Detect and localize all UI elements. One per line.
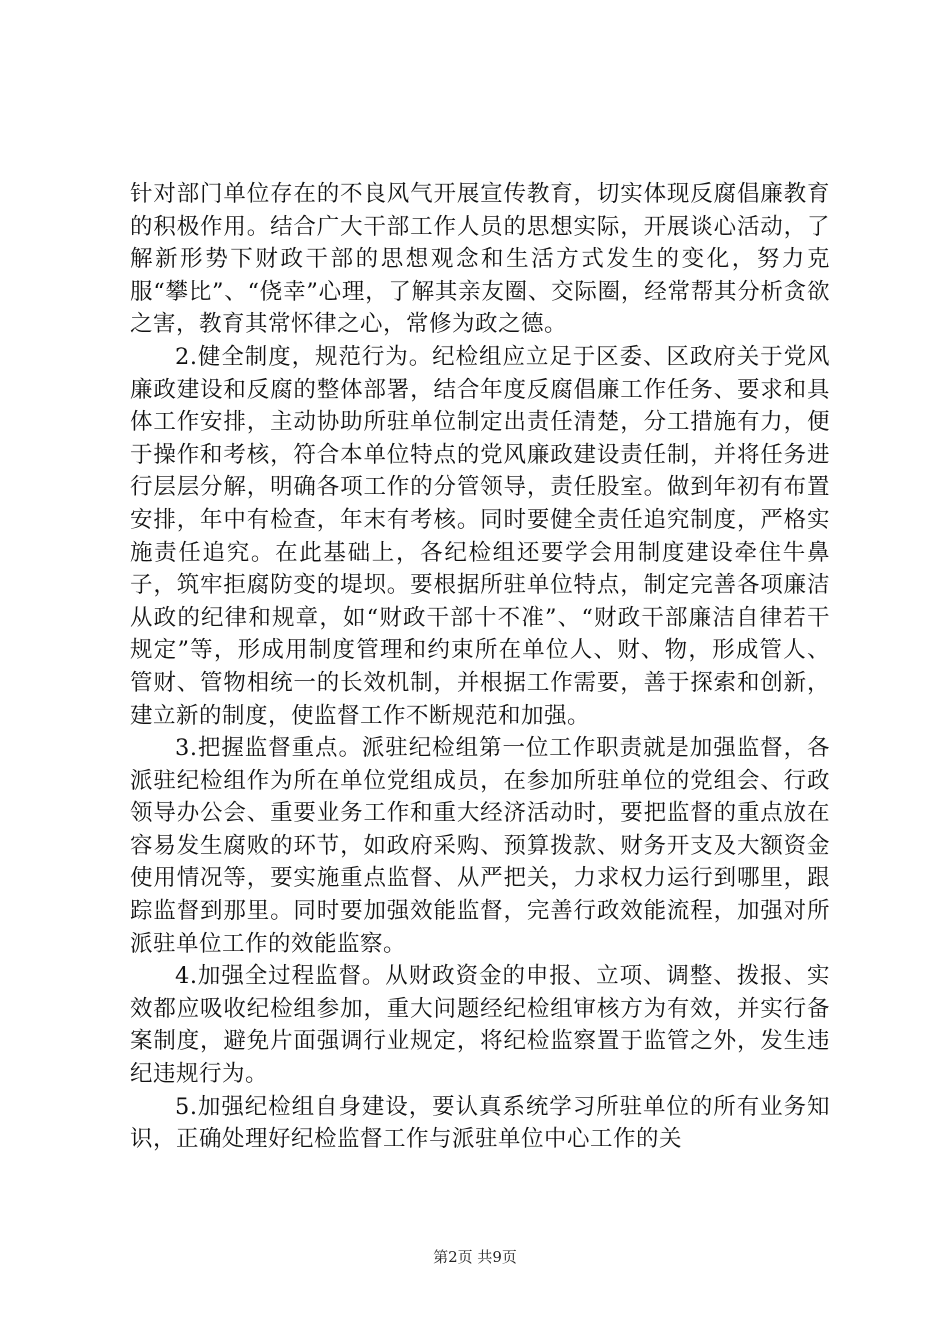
paragraph-intro-continued: 针对部门单位存在的不良风气开展宣传教育，切实体现反腐倡廉教育的积极作用。结合广大干部工作人员的思想实际，开展谈心活动，了解新形势下财政干部的思想观念和生活方式发生的变化，努力克服“攀比”、“侥幸”心理，了解其亲友圈、交际圈，经常帮其分析贪欲之害，教育其常怀律之心，常修为政之德。 (130, 181, 830, 338)
paragraph-item-3: 3.把握监督重点。派驻纪检组第一位工作职责就是加强监督，各派驻纪检组作为所在单位党组成员，在参加所驻单位的党组会、行政领导办公会、重要业务工作和重大经济活动时，要把监督的重点放在容易发生腐败的环节，如政府采购、预算拨款、财务开支及大额资金使用情况等，要实施重点监督、从严把关，力求权力运行到哪里，跟踪监督到那里。同时要加强效能监督，完善行政效能流程，加强对所派驻单位工作的效能监察。 (130, 735, 830, 957)
paragraph-item-4: 4.加强全过程监督。从财政资金的申报、立项、调整、拨报、实效都应吸收纪检组参加，重大问题经纪检组审核方为有效，并实行备案制度，避免片面强调行业规定，将纪检监察置于监管之外，发生违纪违规行为。 (130, 963, 830, 1088)
paragraph-item-2: 2.健全制度，规范行为。纪检组应立足于区委、区政府关于党风廉政建设和反腐的整体部署，结合年度反腐倡廉工作任务、要求和具体工作安排，主动协助所驻单位制定出责任清楚，分工措施有力，便于操作和考核，符合本单位特点的党风廉政建设责任制，并将任务进行层层分解，明确各项工作的分管领导，责任股室。做到年初有布置安排，年中有检查，年末有考核。同时要健全责任追究制度，严格实施责任追究。在此基础上，各纪检组还要学会用制度建设牵住牛鼻子，筑牢拒腐防变的堤坝。要根据所驻单位特点，制定完善各项廉洁从政的纪律和规章，如“财政干部十不准”、“财政干部廉洁自律若干规定”等，形成用制度管理和约束所在单位人、财、物，形成管人、管财、管物相统一的长效机制，并根据工作需要，善于探索和创新，建立新的制度，使监督工作不断规范和加强。 (130, 343, 830, 729)
paragraph-item-5: 5.加强纪检组自身建设，要认真系统学习所驻单位的所有业务知识，正确处理好纪检监督工作与派驻单位中心工作的关 (130, 1093, 830, 1153)
page-footer: 第2页 共9页 (433, 1248, 517, 1266)
document-body (130, 178, 830, 1156)
